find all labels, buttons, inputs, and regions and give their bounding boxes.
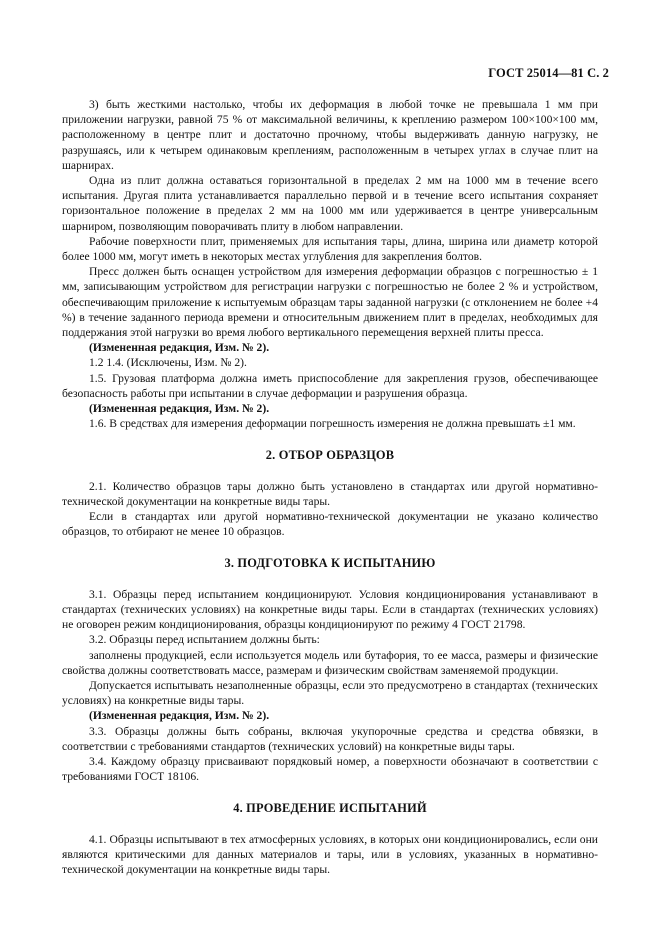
body-paragraph: 2.1. Количество образцов тары должно быть установлено в стандартах или другой нормативно-технической документации на конкретные виды тары. bbox=[62, 479, 598, 508]
revision-note: (Измененная редакция, Изм. № 2). bbox=[89, 402, 270, 416]
body-paragraph: 3.4. Каждому образцу присваивают порядковый номер, а поверхности обозначают в соответствии с требованиями ГОСТ 18106. bbox=[62, 754, 598, 784]
section-heading: 2. ОТБОР ОБРАЗЦОВ bbox=[265, 448, 395, 463]
body-paragraph: 3.1. Образцы перед испытанием кондиционируют. Условия кондиционирования устанавливают в стандартах (технических условиях) на конкретные виды тары. Если в стандартах (технических условиях) не оговорен режим кондиционирования, образцы кондиционируют по режиму 4 ГОСТ 21798. bbox=[62, 587, 598, 632]
section-heading: 4. ПРОВЕДЕНИЕ ИСПЫТАНИЙ bbox=[233, 801, 427, 816]
body-paragraph: Если в стандартах или другой нормативно-технической документации не указано количество образцов, то отбирают не менее 10 образцов. bbox=[62, 510, 598, 539]
document-body bbox=[62, 97, 598, 877]
section-heading: 3. ПОДГОТОВКА К ИСПЫТАНИЮ bbox=[224, 556, 436, 571]
body-paragraph: 3.3. Образцы должны быть собраны, включая укупорочные средства и средства обвязки, в соответствии с требованиями стандартов (технических условий) на конкретные виды тары. bbox=[62, 724, 598, 753]
body-paragraph: Рабочие поверхности плит, применяемых для испытания тары, длина, ширина или диаметр которой более 1000 мм, могут иметь в некоторых местах углубления для закрепления болтов. bbox=[62, 234, 598, 264]
body-paragraph: 1.5. Грузовая платформа должна иметь приспособление для закрепления грузов, обеспечивающее безопасность работы при испытании в случае деформации и разрушения образца. bbox=[62, 371, 598, 400]
body-paragraph: 1.2 1.4. (Исключены, Изм. № 2). bbox=[89, 356, 247, 370]
running-header: ГОСТ 25014—81 С. 2 bbox=[488, 66, 609, 80]
body-paragraph: 3) быть жесткими настолько, чтобы их деформация в любой точке не превышала 1 мм при приложении нагрузки, равной 75 % от максимальной величины, к креплению размером 100×100×100 мм, расположенному в центре плит и достаточно прочному, чтобы выдерживать данную нагрузку, не разрушаясь, или к четырем одинаковым креплениям, расположенным в четырех углах в случае плит на шарнирах. bbox=[62, 98, 598, 172]
body-paragraph: Допускается испытывать незаполненные образцы, если это предусмотрено в стандартах (технических условиях) на конкретные виды тары. bbox=[62, 678, 598, 708]
body-paragraph: 3.2. Образцы перед испытанием должны быть: bbox=[89, 633, 320, 647]
body-paragraph: Одна из плит должна оставаться горизонтальной в пределах 2 мм на 1000 мм в течение всего испытания. Другая плита устанавливается параллельно первой и в течение всего испытания сохраняет горизонтальное положение в пределах 2 мм на 1000 мм или удерживается в центре универсальным шарниром, позволяющим поворачивать плиту в любом направлении. bbox=[62, 174, 598, 233]
body-paragraph: заполнены продукцией, если используется модель или бутафория, то ее масса, размеры и физические свойства должны соответствовать массе, размерам и физическим свойствам заменяемой продукции. bbox=[62, 648, 598, 677]
body-paragraph: Пресс должен быть оснащен устройством для измерения деформации образцов с погрешностью ± 1 мм, записывающим устройством для регистрации нагрузки с погрешностью не более 2 % и устройством, обеспечивающим приложение к испытуемым образцам тары заданной нагрузки (с отклонением не более +4 %) в течение заданного периода времени и относительным движением плит в пределах, необходимых для поддержания этой нагрузки во время любого вертикального перемещения верхней плиты пресса. bbox=[62, 265, 598, 340]
revision-note: (Измененная редакция, Изм. № 2). bbox=[89, 341, 270, 355]
body-paragraph: 4.1. Образцы испытывают в тех атмосферных условиях, в которых они кондиционировались, если они являются критическими для данных материалов и тары, или в условиях, указанных в нормативно-технической документации на конкретные виды тары. bbox=[62, 832, 598, 876]
revision-note: (Измененная редакция, Изм. № 2). bbox=[89, 709, 270, 723]
body-paragraph: 1.6. В средствах для измерения деформации погрешность измерения не должна превышать ±1 мм. bbox=[89, 417, 576, 431]
